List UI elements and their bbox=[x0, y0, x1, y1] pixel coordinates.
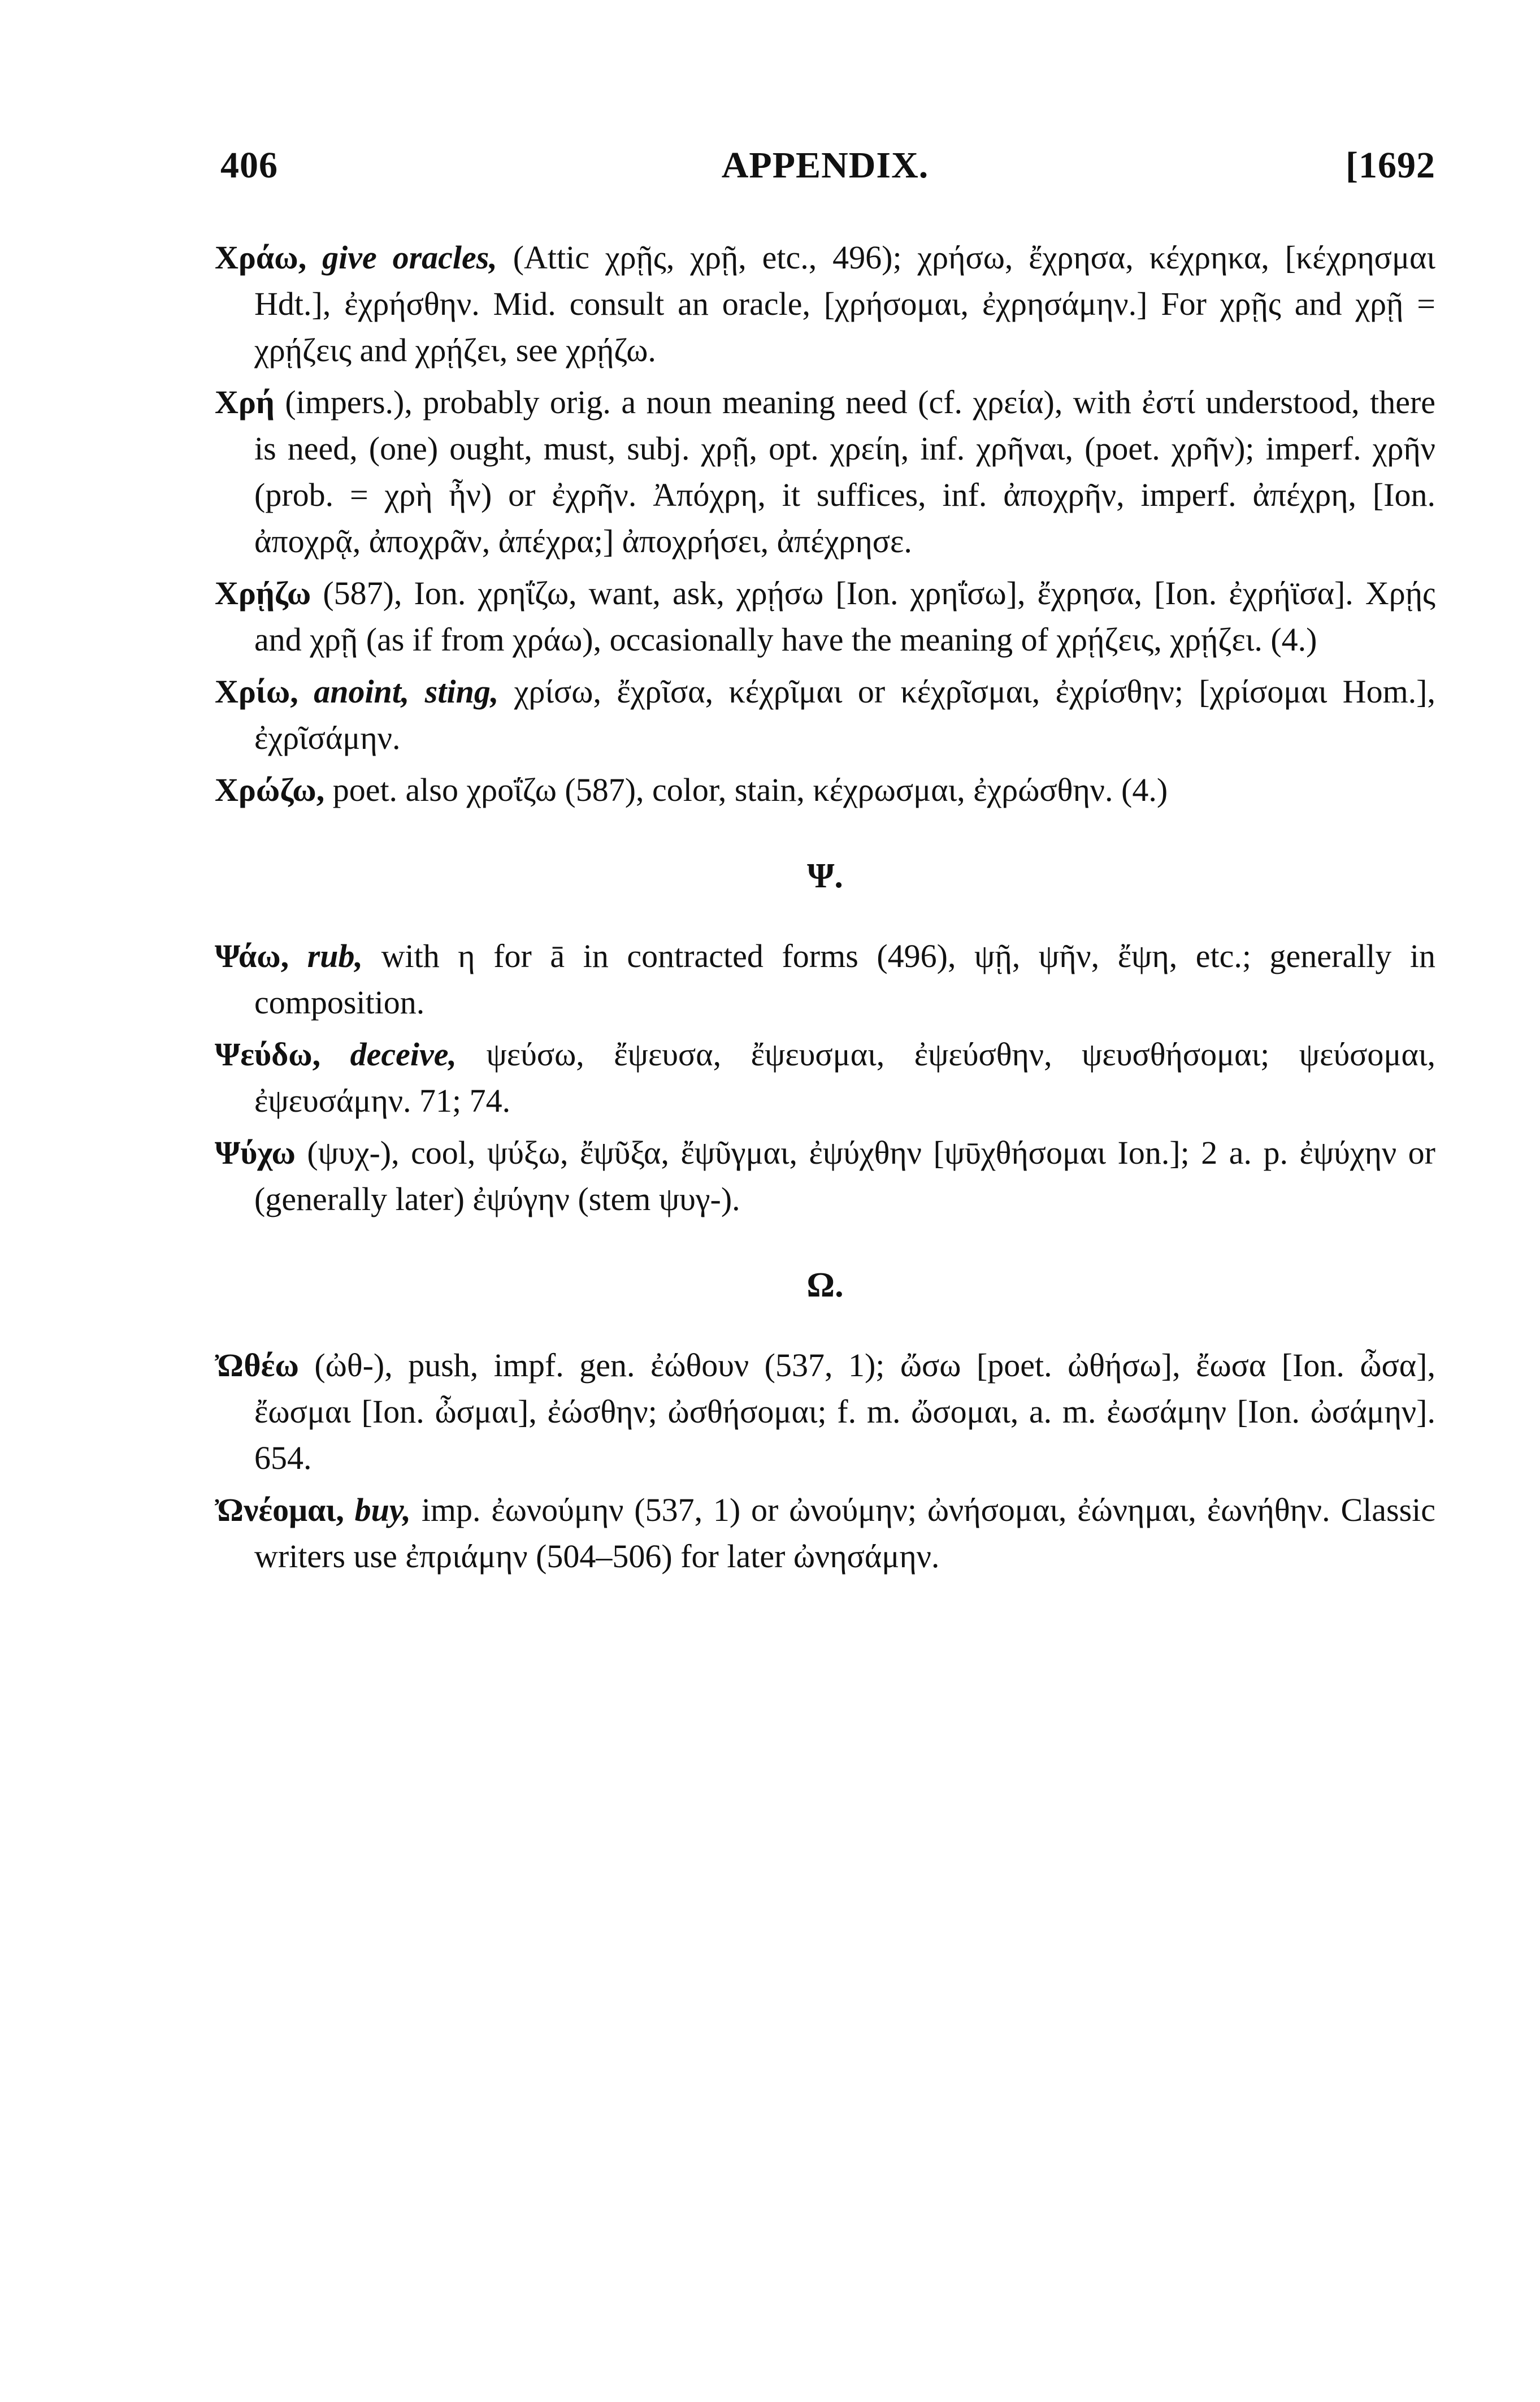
headword: Ὠθέω bbox=[215, 1347, 299, 1384]
entry-text: (Attic χρῇς, χρῇ, etc., 496); χρήσω, ἔχρησα, κέχρηκα, [κέχρησμαι Hdt.], ἐχρήσθην. Mid. consult an oracle, [χρήσομαι, ἐχρησάμην.] For χρῇς and χρῇ = χρῄζεις and χρῄζει, see χρῄζω. bbox=[254, 239, 1436, 368]
gloss: give oracles, bbox=[322, 239, 497, 276]
dictionary-entry bbox=[215, 570, 1435, 663]
headword: Χρώζω, bbox=[215, 771, 325, 808]
headword: Χρῄζω bbox=[215, 575, 311, 612]
dictionary-entry bbox=[215, 1487, 1435, 1580]
entry-text: imp. ἐωνούμην (537, 1) or ὠνούμην; ὠνήσομαι, ἐώνημαι, ἐωνήθην. Classic writers use ἐπριάμην (504–506) for later ὠνησάμην. bbox=[254, 1492, 1436, 1575]
dictionary-entry bbox=[215, 933, 1435, 1026]
dictionary-page bbox=[215, 127, 1435, 1585]
entry-text: χρίσω, ἔχρῖσα, κέχρῖμαι or κέχρῖσμαι, ἐχρίσθην; [χρίσομαι Hom.], ἐχρῖσάμην. bbox=[254, 673, 1435, 756]
page-header bbox=[215, 127, 1435, 189]
gloss: buy, bbox=[354, 1492, 411, 1528]
entry-text: with η for ā in contracted forms (496), ψῇ, ψῆν, ἔψη, etc.; generally in composition. bbox=[254, 938, 1436, 1021]
dictionary-entry bbox=[215, 1031, 1435, 1124]
headword: Ψύχω bbox=[215, 1134, 296, 1171]
letter-heading: Ψ. bbox=[807, 857, 843, 895]
entry-list bbox=[215, 235, 1435, 1580]
dictionary-entry bbox=[215, 1130, 1435, 1222]
headword: Χρίω, bbox=[215, 673, 298, 710]
page-title: APPENDIX. bbox=[721, 145, 929, 186]
entry-text: (587), Ion. χρηΐζω, want, ask, χρῄσω [Ion. χρηΐσω], ἔχρησα, [Ion. ἐχρήϊσα]. Χρῄς and χρῇ (as if from χράω), occasionally have the meaning of χρῄζεις, χρῄζει. (4.) bbox=[254, 575, 1435, 658]
headword: Χρή bbox=[215, 384, 275, 420]
dictionary-entry bbox=[215, 1342, 1435, 1481]
headword: Χράω, bbox=[215, 239, 307, 276]
letter-heading: Ω. bbox=[806, 1266, 844, 1304]
entry-text: (ὠθ-), push, impf. gen. ἐώθουν (537, 1); ὤσω [poet. ὠθήσω], ἔωσα [Ion. ὦσα], ἔωσμαι [Ion. ὦσμαι], ἐώσθην; ὠσθήσομαι; f. m. ὤσομαι, a. m. ἐωσάμην [Ion. ὠσάμην]. 654. bbox=[254, 1347, 1435, 1476]
gloss: deceive, bbox=[350, 1036, 457, 1073]
entry-text: (impers.), probably orig. a noun meaning need (cf. χρεία), with ἐστί understood, there is need, (one) ought, must, subj. χρῇ, opt. χρείη, inf. χρῆναι, (poet. χρῆν); imperf. χρῆν (prob. = χρὴ ἦν) or ἐχρῆν. Ἀπόχρη, it suffices, inf. ἀποχρῆν, imperf. ἀπέχρη, [Ion. ἀποχρᾷ, ἀποχρᾶν, ἀπέχρα;] ἀποχρήσει, ἀπέχρησε. bbox=[254, 384, 1435, 560]
gloss: rub, bbox=[307, 938, 363, 974]
dictionary-entry bbox=[215, 669, 1435, 761]
entry-text: (ψυχ-), cool, ψύξω, ἔψῦξα, ἔψῦγμαι, ἐψύχθην [ψῡχθήσομαι Ion.]; 2 a. p. ἐψύχην or (generally later) ἐψύγην (stem ψυγ-). bbox=[254, 1134, 1435, 1217]
entry-text: poet. also χροΐζω (587), color, stain, κέχρωσμαι, ἐχρώσθην. (4.) bbox=[332, 771, 1168, 808]
dictionary-entry bbox=[215, 379, 1435, 565]
entry-text: ψεύσω, ἔψευσα, ἔψευσμαι, ἐψεύσθην, ψευσθήσομαι; ψεύσομαι, ἐψευσάμην. 71; 74. bbox=[254, 1036, 1436, 1119]
page-number: 406 bbox=[220, 145, 278, 186]
gloss: anoint, sting, bbox=[314, 673, 499, 710]
headword: Ὠνέομαι, bbox=[215, 1492, 344, 1528]
dictionary-entry bbox=[215, 235, 1435, 374]
dictionary-entry bbox=[215, 767, 1435, 813]
headword: Ψάω, bbox=[215, 938, 289, 974]
headword: Ψεύδω, bbox=[215, 1036, 321, 1073]
section-reference: [1692 bbox=[1346, 145, 1435, 186]
